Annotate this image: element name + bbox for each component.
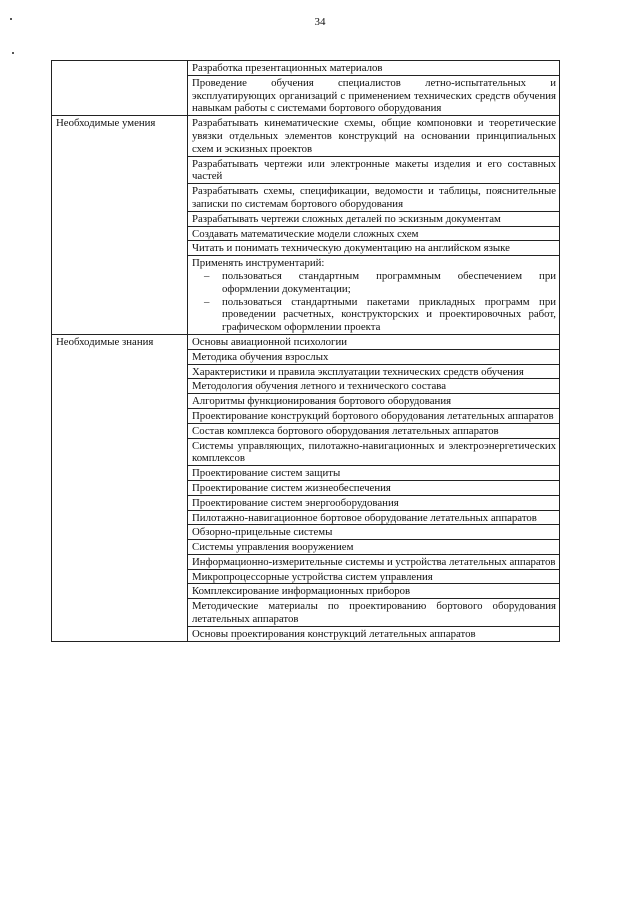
list-item: – пользоваться стандартными пакетами прикладных программ при проведении расчетных, конструкторских и проектировочных работ, графическом оформлении проекта [192, 296, 556, 334]
list-item: – пользоваться стандартным программным обеспечением при оформлении документации; [192, 270, 556, 296]
table-cell-item: Разрабатывать чертежи или электронные макеты изделия и его составных частей [188, 156, 560, 184]
table-cell-item: Проектирование систем защиты [188, 466, 560, 481]
tools-lead: Применять инструментарий: [192, 257, 325, 270]
table-cell-item: Создавать математические модели сложных схем [188, 226, 560, 241]
table-cell-item: Методика обучения взрослых [188, 349, 560, 364]
table-row [52, 61, 560, 76]
section-label-skills: Необходимые умения [52, 116, 188, 335]
table-cell-item: Информационно-измерительные системы и устройства летательных аппаратов [188, 554, 560, 569]
table-cell-item: Обзорно-прицельные системы [188, 525, 560, 540]
table-row [52, 116, 560, 156]
table-cell-item: Основы проектирования конструкций летательных аппаратов [188, 626, 560, 641]
table-cell-item: Основы авиационной психологии [188, 334, 560, 349]
section-label-cell [52, 61, 188, 116]
table-cell-item: Проведение обучения специалистов летно-испытательных и эксплуатирующих организаций с применением технических средств обучения навыкам работы с системами бортового оборудования [188, 75, 560, 115]
requirements-table [51, 60, 560, 642]
table-cell-item: Разрабатывать схемы, спецификации, ведомости и таблицы, пояснительные записки по системам бортового оборудования [188, 184, 560, 212]
table-cell-item: Читать и понимать техническую документацию на английском языке [188, 241, 560, 256]
table-cell-item: Системы управляющих, пилотажно-навигационных и электроэнергетических комплексов [188, 438, 560, 466]
table-cell-item: Проектирование конструкций бортового оборудования летательных аппаратов [188, 408, 560, 423]
table-cell-item: Методические материалы по проектированию бортового оборудования летательных аппаратов [188, 599, 560, 627]
table-cell-item: Разрабатывать кинематические схемы, общие компоновки и теоретические увязки отдельных элементов конструкций на основании принципиальных схем и эскизных проектов [188, 116, 560, 156]
table-cell-item: Методология обучения летного и технического состава [188, 379, 560, 394]
table-cell-item: Разработка презентационных материалов [188, 61, 560, 76]
scan-speck [10, 18, 12, 20]
table-cell-item: Характеристики и правила эксплуатации технических средств обучения [188, 364, 560, 379]
table-cell-item: Пилотажно-навигационное бортовое оборудование летательных аппаратов [188, 510, 560, 525]
table-row [52, 334, 560, 349]
table-cell-item: Проектирование систем энергооборудования [188, 495, 560, 510]
table-cell-item: Состав комплекса бортового оборудования летательных аппаратов [188, 423, 560, 438]
scan-speck [12, 52, 14, 54]
table-cell-item: Микропроцессорные устройства систем управления [188, 569, 560, 584]
table-cell-item: Разрабатывать чертежи сложных деталей по эскизным документам [188, 211, 560, 226]
tools-list [192, 270, 556, 334]
page-number: 34 [314, 16, 326, 28]
tools-cell [188, 256, 560, 335]
table-cell-item: Проектирование систем жизнеобеспечения [188, 480, 560, 495]
table-cell-item: Системы управления вооружением [188, 540, 560, 555]
section-label-knowledge: Необходимые знания [52, 334, 188, 641]
table-cell-item: Комплексирование информационных приборов [188, 584, 560, 599]
table-cell-item: Алгоритмы функционирования бортового оборудования [188, 394, 560, 409]
